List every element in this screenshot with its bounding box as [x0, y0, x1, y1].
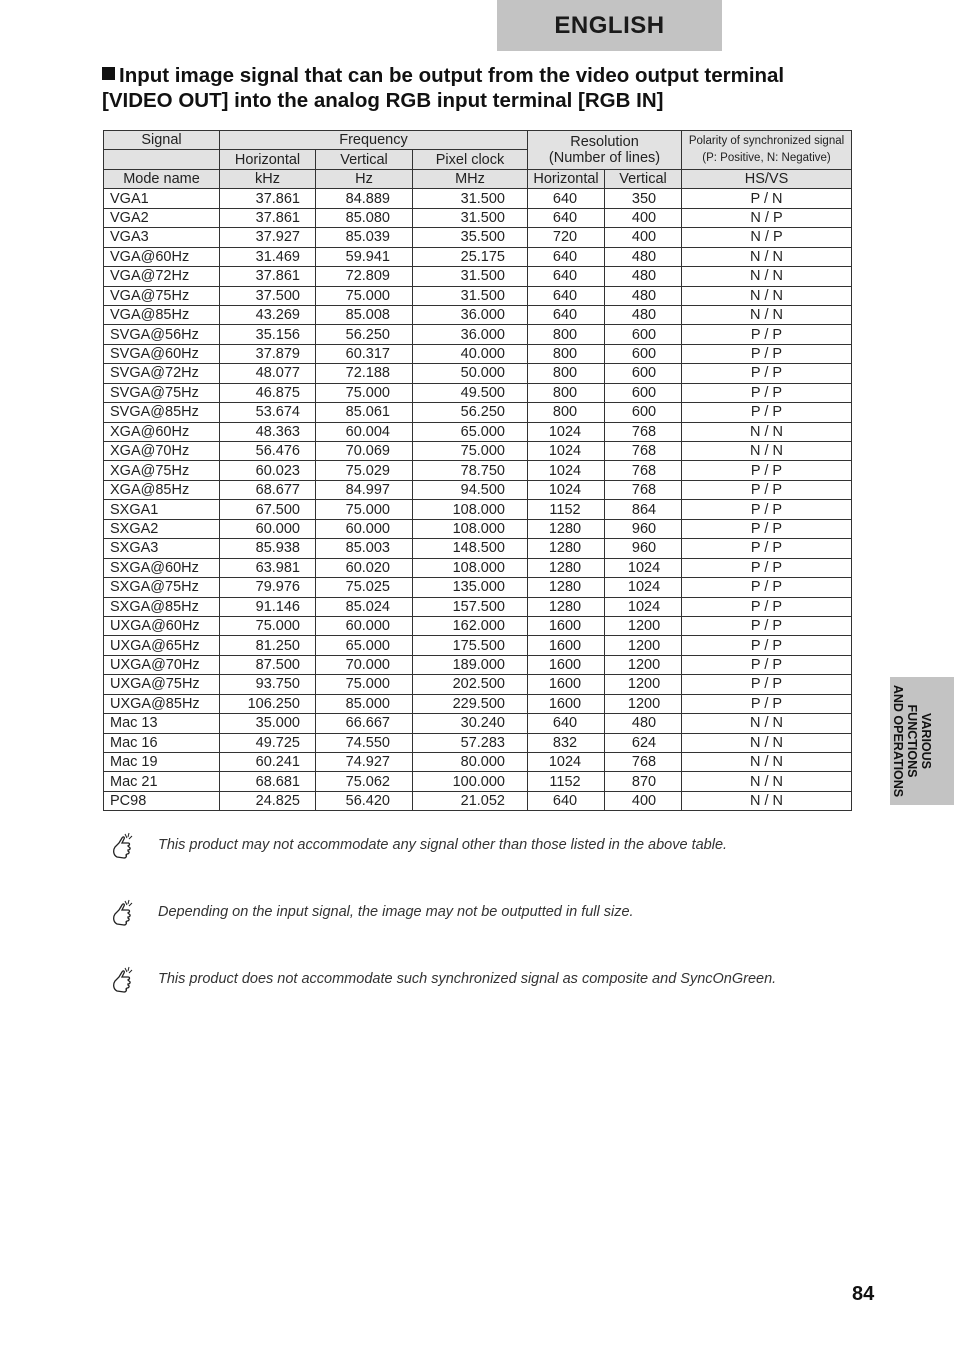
pixel-clock-cell: 108.000: [413, 500, 528, 519]
table-row: [104, 539, 852, 558]
polarity-cell: P / P: [682, 675, 852, 694]
header-hsvs: HS/VS: [682, 169, 852, 188]
horizontal-khz-cell: 31.469: [220, 247, 316, 266]
horizontal-khz-cell: 37.879: [220, 344, 316, 363]
res-horizontal-cell: 1024: [528, 442, 605, 461]
pixel-clock-cell: 30.240: [413, 714, 528, 733]
table-row: [104, 383, 852, 402]
pixel-clock-cell: 21.052: [413, 791, 528, 810]
pixel-clock-cell: 108.000: [413, 558, 528, 577]
pixel-clock-cell: 65.000: [413, 422, 528, 441]
res-vertical-cell: 480: [605, 305, 682, 324]
polarity-cell: P / P: [682, 500, 852, 519]
pixel-clock-cell: 35.500: [413, 228, 528, 247]
polarity-cell: P / P: [682, 364, 852, 383]
section-side-tab: [890, 677, 954, 805]
res-horizontal-cell: 832: [528, 733, 605, 752]
mode-name-cell: XGA@70Hz: [104, 442, 220, 461]
res-vertical-cell: 600: [605, 403, 682, 422]
polarity-cell: N / N: [682, 791, 852, 810]
res-vertical-cell: 600: [605, 364, 682, 383]
res-horizontal-cell: 1280: [528, 519, 605, 538]
vertical-hz-cell: 59.941: [316, 247, 413, 266]
res-horizontal-cell: 1280: [528, 578, 605, 597]
header-pixel-clock: Pixel clock: [413, 150, 528, 169]
vertical-hz-cell: 75.000: [316, 675, 413, 694]
horizontal-khz-cell: 85.938: [220, 539, 316, 558]
table-row: [104, 578, 852, 597]
pixel-clock-cell: 108.000: [413, 519, 528, 538]
header-polarity-line-2: (P: Positive, N: Negative): [702, 151, 831, 164]
polarity-cell: P / P: [682, 403, 852, 422]
horizontal-khz-cell: 67.500: [220, 500, 316, 519]
mode-name-cell: SXGA@85Hz: [104, 597, 220, 616]
table-row: [104, 616, 852, 635]
table-row: [104, 403, 852, 422]
polarity-cell: P / P: [682, 539, 852, 558]
res-vertical-cell: 624: [605, 733, 682, 752]
res-vertical-cell: 480: [605, 267, 682, 286]
table-row: [104, 305, 852, 324]
res-vertical-cell: 480: [605, 247, 682, 266]
header-polarity-line-1: Polarity of synchronized signal: [688, 134, 845, 147]
header-signal-blank: [104, 150, 220, 169]
mode-name-cell: VGA3: [104, 228, 220, 247]
mode-name-cell: VGA1: [104, 189, 220, 208]
heading-line-1: Input image signal that can be output from the video output terminal: [119, 64, 785, 87]
vertical-hz-cell: 60.317: [316, 344, 413, 363]
pixel-clock-cell: 175.500: [413, 636, 528, 655]
pixel-clock-cell: 94.500: [413, 480, 528, 499]
mode-name-cell: Mac 13: [104, 714, 220, 733]
res-vertical-cell: 1200: [605, 636, 682, 655]
polarity-cell: N / N: [682, 772, 852, 791]
pixel-clock-cell: 36.000: [413, 305, 528, 324]
horizontal-khz-cell: 56.476: [220, 442, 316, 461]
res-vertical-cell: 768: [605, 422, 682, 441]
horizontal-khz-cell: 37.861: [220, 189, 316, 208]
horizontal-khz-cell: 37.927: [220, 228, 316, 247]
mode-name-cell: UXGA@65Hz: [104, 636, 220, 655]
vertical-hz-cell: 75.000: [316, 383, 413, 402]
res-horizontal-cell: 1600: [528, 675, 605, 694]
res-vertical-cell: 1200: [605, 616, 682, 635]
mode-name-cell: Mac 21: [104, 772, 220, 791]
res-vertical-cell: 1024: [605, 558, 682, 577]
header-signal: Signal: [104, 131, 220, 150]
pixel-clock-cell: 40.000: [413, 344, 528, 363]
bullet-square-icon: [102, 67, 115, 80]
res-vertical-cell: 960: [605, 519, 682, 538]
polarity-cell: P / P: [682, 344, 852, 363]
res-vertical-cell: 768: [605, 442, 682, 461]
table-row: [104, 675, 852, 694]
note-1-text: This product may not accommodate any signal other than those listed in the above table.: [158, 837, 728, 853]
res-horizontal-cell: 1600: [528, 616, 605, 635]
header-res-horizontal: Horizontal: [528, 169, 605, 188]
res-horizontal-cell: 800: [528, 403, 605, 422]
res-vertical-cell: 400: [605, 208, 682, 227]
table-row: [104, 344, 852, 363]
polarity-cell: P / P: [682, 694, 852, 713]
table-row: [104, 597, 852, 616]
table-row: [104, 694, 852, 713]
res-horizontal-cell: 800: [528, 364, 605, 383]
res-horizontal-cell: 1152: [528, 772, 605, 791]
table-row: [104, 247, 852, 266]
table-row: [104, 791, 852, 810]
res-vertical-cell: 480: [605, 714, 682, 733]
mode-name-cell: SXGA@75Hz: [104, 578, 220, 597]
vertical-hz-cell: 84.997: [316, 480, 413, 499]
pixel-clock-cell: 49.500: [413, 383, 528, 402]
polarity-cell: N / P: [682, 228, 852, 247]
header-mode-name: Mode name: [104, 169, 220, 188]
horizontal-khz-cell: 35.156: [220, 325, 316, 344]
mode-name-cell: SXGA1: [104, 500, 220, 519]
vertical-hz-cell: 75.062: [316, 772, 413, 791]
pixel-clock-cell: 36.000: [413, 325, 528, 344]
vertical-hz-cell: 60.020: [316, 558, 413, 577]
res-vertical-cell: 1200: [605, 675, 682, 694]
vertical-hz-cell: 75.000: [316, 500, 413, 519]
mode-name-cell: UXGA@60Hz: [104, 616, 220, 635]
vertical-hz-cell: 56.250: [316, 325, 413, 344]
heading-line-2: [VIDEO OUT] into the analog RGB input terminal [RGB IN]: [102, 89, 664, 112]
res-vertical-cell: 1024: [605, 578, 682, 597]
mode-name-cell: Mac 16: [104, 733, 220, 752]
res-vertical-cell: 768: [605, 461, 682, 480]
res-horizontal-cell: 640: [528, 267, 605, 286]
res-horizontal-cell: 640: [528, 247, 605, 266]
mode-name-cell: SVGA@85Hz: [104, 403, 220, 422]
mode-name-cell: UXGA@70Hz: [104, 655, 220, 674]
pixel-clock-cell: 189.000: [413, 655, 528, 674]
horizontal-khz-cell: 60.241: [220, 753, 316, 772]
polarity-cell: N / N: [682, 753, 852, 772]
res-horizontal-cell: 640: [528, 208, 605, 227]
mode-name-cell: XGA@75Hz: [104, 461, 220, 480]
res-vertical-cell: 600: [605, 325, 682, 344]
pixel-clock-cell: 31.500: [413, 189, 528, 208]
mode-name-cell: SXGA3: [104, 539, 220, 558]
horizontal-khz-cell: 46.875: [220, 383, 316, 402]
table-row: [104, 422, 852, 441]
vertical-hz-cell: 85.000: [316, 694, 413, 713]
mode-name-cell: VGA2: [104, 208, 220, 227]
header-unit-mhz: MHz: [413, 169, 528, 188]
res-horizontal-cell: 1600: [528, 694, 605, 713]
vertical-hz-cell: 75.025: [316, 578, 413, 597]
table-row: [104, 442, 852, 461]
res-vertical-cell: 400: [605, 791, 682, 810]
header-polarity: [682, 131, 852, 170]
polarity-cell: P / P: [682, 578, 852, 597]
res-horizontal-cell: 640: [528, 791, 605, 810]
note-3-text: This product does not accommodate such synchronized signal as composite and SyncOnGreen.: [158, 971, 777, 987]
polarity-cell: N / N: [682, 286, 852, 305]
vertical-hz-cell: 85.039: [316, 228, 413, 247]
pixel-clock-cell: 25.175: [413, 247, 528, 266]
table-row: [104, 364, 852, 383]
table-row: [104, 733, 852, 752]
mode-name-cell: XGA@85Hz: [104, 480, 220, 499]
vertical-hz-cell: 85.080: [316, 208, 413, 227]
horizontal-khz-cell: 43.269: [220, 305, 316, 324]
horizontal-khz-cell: 37.861: [220, 208, 316, 227]
pixel-clock-cell: 148.500: [413, 539, 528, 558]
polarity-cell: P / P: [682, 616, 852, 635]
polarity-cell: P / P: [682, 558, 852, 577]
polarity-cell: N / N: [682, 442, 852, 461]
mode-name-cell: XGA@60Hz: [104, 422, 220, 441]
header-resolution-line-2: (Number of lines): [548, 149, 661, 166]
pixel-clock-cell: 229.500: [413, 694, 528, 713]
table-row: [104, 461, 852, 480]
pixel-clock-cell: 57.283: [413, 733, 528, 752]
res-vertical-cell: 400: [605, 228, 682, 247]
vertical-hz-cell: 70.000: [316, 655, 413, 674]
header-resolution-line-1: Resolution: [570, 133, 639, 150]
mode-name-cell: SXGA@60Hz: [104, 558, 220, 577]
note-3: [110, 965, 870, 995]
pointing-hand-icon: [110, 831, 136, 861]
mode-name-cell: VGA@60Hz: [104, 247, 220, 266]
res-vertical-cell: 1024: [605, 597, 682, 616]
table-row: [104, 267, 852, 286]
horizontal-khz-cell: 60.023: [220, 461, 316, 480]
horizontal-khz-cell: 87.500: [220, 655, 316, 674]
signal-table: [103, 130, 852, 811]
pixel-clock-cell: 157.500: [413, 597, 528, 616]
polarity-cell: P / P: [682, 519, 852, 538]
res-horizontal-cell: 1280: [528, 558, 605, 577]
res-horizontal-cell: 800: [528, 344, 605, 363]
res-vertical-cell: 480: [605, 286, 682, 305]
vertical-hz-cell: 72.809: [316, 267, 413, 286]
mode-name-cell: VGA@85Hz: [104, 305, 220, 324]
table-row: [104, 286, 852, 305]
mode-name-cell: SVGA@72Hz: [104, 364, 220, 383]
table-row: [104, 208, 852, 227]
vertical-hz-cell: 56.420: [316, 791, 413, 810]
note-1: [110, 831, 870, 861]
res-vertical-cell: 1200: [605, 655, 682, 674]
table-row: [104, 519, 852, 538]
vertical-hz-cell: 85.008: [316, 305, 413, 324]
res-vertical-cell: 768: [605, 480, 682, 499]
vertical-hz-cell: 70.069: [316, 442, 413, 461]
res-horizontal-cell: 640: [528, 714, 605, 733]
pixel-clock-cell: 56.250: [413, 403, 528, 422]
vertical-hz-cell: 74.550: [316, 733, 413, 752]
horizontal-khz-cell: 75.000: [220, 616, 316, 635]
polarity-cell: P / P: [682, 383, 852, 402]
res-horizontal-cell: 720: [528, 228, 605, 247]
page-number: 84: [852, 1283, 875, 1305]
table-row: [104, 228, 852, 247]
table-row: [104, 325, 852, 344]
res-horizontal-cell: 1024: [528, 422, 605, 441]
horizontal-khz-cell: 93.750: [220, 675, 316, 694]
signal-table-body: [104, 189, 852, 811]
horizontal-khz-cell: 68.677: [220, 480, 316, 499]
header-vertical: Vertical: [316, 150, 413, 169]
res-vertical-cell: 870: [605, 772, 682, 791]
vertical-hz-cell: 75.029: [316, 461, 413, 480]
mode-name-cell: PC98: [104, 791, 220, 810]
table-row: [104, 753, 852, 772]
section-heading: [102, 63, 862, 113]
res-horizontal-cell: 640: [528, 305, 605, 324]
header-resolution: [528, 131, 682, 170]
polarity-cell: N / N: [682, 267, 852, 286]
res-horizontal-cell: 640: [528, 286, 605, 305]
res-vertical-cell: 600: [605, 383, 682, 402]
side-tab-line-3: AND OPERATIONS: [891, 684, 905, 798]
res-vertical-cell: 960: [605, 539, 682, 558]
pointing-hand-icon: [110, 965, 136, 995]
polarity-cell: P / P: [682, 597, 852, 616]
mode-name-cell: SXGA2: [104, 519, 220, 538]
vertical-hz-cell: 66.667: [316, 714, 413, 733]
pixel-clock-cell: 100.000: [413, 772, 528, 791]
horizontal-khz-cell: 53.674: [220, 403, 316, 422]
polarity-cell: P / P: [682, 325, 852, 344]
vertical-hz-cell: 60.004: [316, 422, 413, 441]
polarity-cell: N / N: [682, 733, 852, 752]
mode-name-cell: SVGA@75Hz: [104, 383, 220, 402]
horizontal-khz-cell: 49.725: [220, 733, 316, 752]
pixel-clock-cell: 31.500: [413, 208, 528, 227]
res-horizontal-cell: 1600: [528, 655, 605, 674]
table-row: [104, 558, 852, 577]
vertical-hz-cell: 85.061: [316, 403, 413, 422]
polarity-cell: P / P: [682, 636, 852, 655]
header-frequency: Frequency: [220, 131, 528, 150]
res-horizontal-cell: 1280: [528, 597, 605, 616]
pixel-clock-cell: 202.500: [413, 675, 528, 694]
horizontal-khz-cell: 37.861: [220, 267, 316, 286]
horizontal-khz-cell: 81.250: [220, 636, 316, 655]
pixel-clock-cell: 31.500: [413, 267, 528, 286]
res-horizontal-cell: 1280: [528, 539, 605, 558]
pixel-clock-cell: 80.000: [413, 753, 528, 772]
vertical-hz-cell: 85.024: [316, 597, 413, 616]
vertical-hz-cell: 72.188: [316, 364, 413, 383]
note-2-text: Depending on the input signal, the image may not be outputted in full size.: [158, 904, 634, 920]
pixel-clock-cell: 135.000: [413, 578, 528, 597]
pixel-clock-cell: 75.000: [413, 442, 528, 461]
header-unit-khz: kHz: [220, 169, 316, 188]
res-vertical-cell: 768: [605, 753, 682, 772]
horizontal-khz-cell: 48.077: [220, 364, 316, 383]
pixel-clock-cell: 31.500: [413, 286, 528, 305]
pixel-clock-cell: 78.750: [413, 461, 528, 480]
res-horizontal-cell: 1024: [528, 461, 605, 480]
mode-name-cell: SVGA@60Hz: [104, 344, 220, 363]
mode-name-cell: VGA@75Hz: [104, 286, 220, 305]
vertical-hz-cell: 74.927: [316, 753, 413, 772]
side-tab-line-2: FUNCTIONS: [905, 704, 919, 778]
table-row: [104, 655, 852, 674]
mode-name-cell: SVGA@56Hz: [104, 325, 220, 344]
side-tab-line-1: VARIOUS: [919, 712, 933, 770]
header-unit-hz: Hz: [316, 169, 413, 188]
vertical-hz-cell: 85.003: [316, 539, 413, 558]
vertical-hz-cell: 65.000: [316, 636, 413, 655]
res-horizontal-cell: 800: [528, 383, 605, 402]
horizontal-khz-cell: 35.000: [220, 714, 316, 733]
header-horizontal: Horizontal: [220, 150, 316, 169]
polarity-cell: N / N: [682, 714, 852, 733]
note-2: [110, 898, 870, 928]
res-horizontal-cell: 1024: [528, 480, 605, 499]
horizontal-khz-cell: 24.825: [220, 791, 316, 810]
horizontal-khz-cell: 37.500: [220, 286, 316, 305]
table-row: [104, 636, 852, 655]
vertical-hz-cell: 84.889: [316, 189, 413, 208]
polarity-cell: P / P: [682, 461, 852, 480]
pixel-clock-cell: 162.000: [413, 616, 528, 635]
mode-name-cell: UXGA@85Hz: [104, 694, 220, 713]
polarity-cell: N / N: [682, 422, 852, 441]
res-vertical-cell: 1200: [605, 694, 682, 713]
polarity-cell: N / P: [682, 208, 852, 227]
vertical-hz-cell: 60.000: [316, 519, 413, 538]
horizontal-khz-cell: 106.250: [220, 694, 316, 713]
polarity-cell: P / N: [682, 189, 852, 208]
polarity-cell: P / P: [682, 480, 852, 499]
vertical-hz-cell: 75.000: [316, 286, 413, 305]
polarity-cell: N / N: [682, 305, 852, 324]
res-horizontal-cell: 640: [528, 189, 605, 208]
language-label: ENGLISH: [554, 11, 665, 39]
res-horizontal-cell: 1024: [528, 753, 605, 772]
table-row: [104, 480, 852, 499]
pointing-hand-icon: [110, 898, 136, 928]
res-vertical-cell: 350: [605, 189, 682, 208]
horizontal-khz-cell: 63.981: [220, 558, 316, 577]
table-row: [104, 189, 852, 208]
mode-name-cell: Mac 19: [104, 753, 220, 772]
table-row: [104, 500, 852, 519]
res-vertical-cell: 864: [605, 500, 682, 519]
horizontal-khz-cell: 48.363: [220, 422, 316, 441]
mode-name-cell: VGA@72Hz: [104, 267, 220, 286]
res-horizontal-cell: 800: [528, 325, 605, 344]
horizontal-khz-cell: 60.000: [220, 519, 316, 538]
res-horizontal-cell: 1152: [528, 500, 605, 519]
language-tab: [497, 0, 722, 51]
polarity-cell: N / N: [682, 247, 852, 266]
table-row: [104, 714, 852, 733]
pixel-clock-cell: 50.000: [413, 364, 528, 383]
vertical-hz-cell: 60.000: [316, 616, 413, 635]
mode-name-cell: UXGA@75Hz: [104, 675, 220, 694]
res-vertical-cell: 600: [605, 344, 682, 363]
horizontal-khz-cell: 91.146: [220, 597, 316, 616]
res-horizontal-cell: 1600: [528, 636, 605, 655]
header-res-vertical: Vertical: [605, 169, 682, 188]
horizontal-khz-cell: 68.681: [220, 772, 316, 791]
table-row: [104, 772, 852, 791]
horizontal-khz-cell: 79.976: [220, 578, 316, 597]
polarity-cell: P / P: [682, 655, 852, 674]
